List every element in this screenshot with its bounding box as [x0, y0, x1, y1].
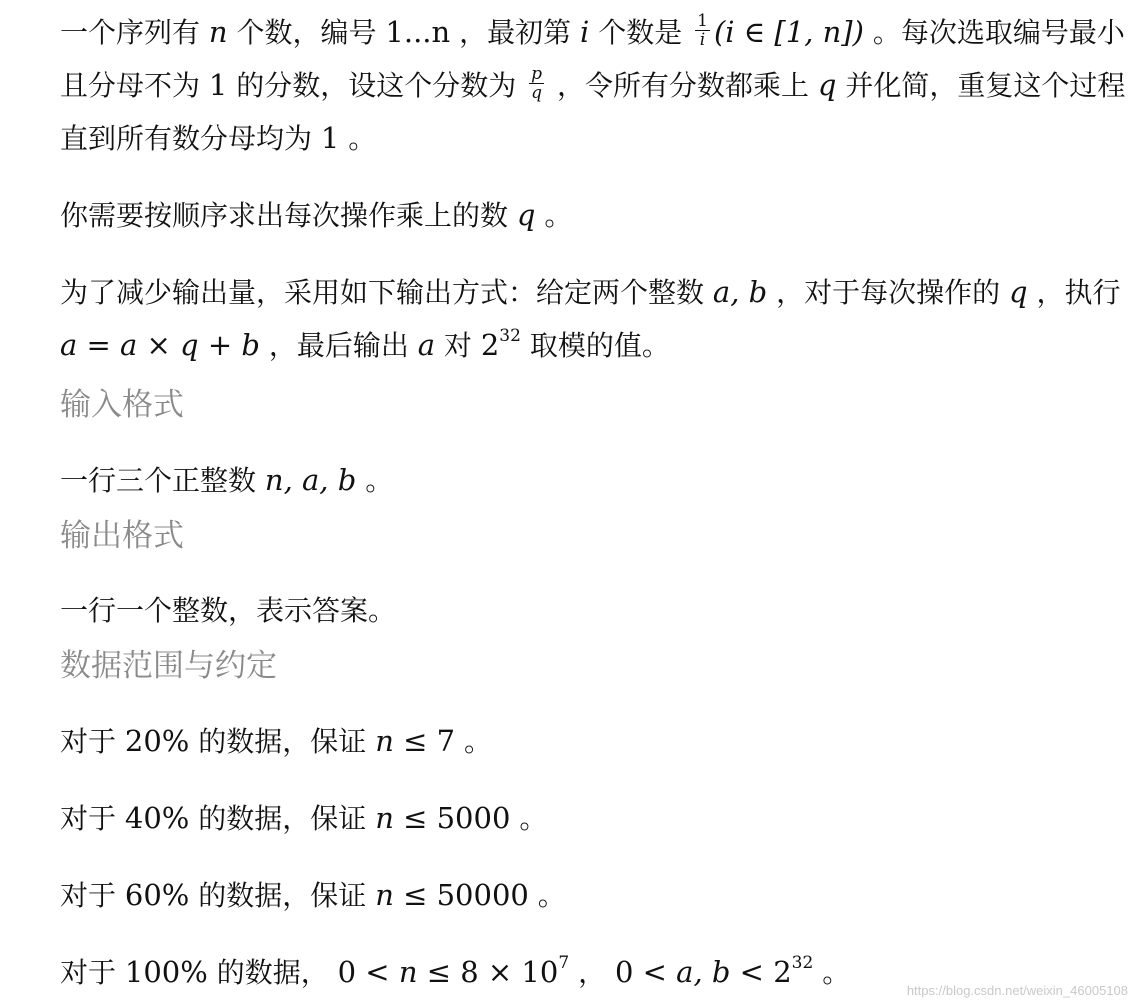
math-n-a-b: n, a, b	[264, 463, 357, 497]
math-one: 1	[320, 121, 340, 155]
range-item: 对于 60% 的数据，保证 n ≤ 50000 。	[60, 878, 566, 912]
math-n: n	[208, 15, 228, 49]
constraint: ≤ 5000	[393, 801, 511, 835]
percent: 100%	[124, 955, 208, 989]
range-item: 对于 20% 的数据，保证 n ≤ 7 。	[60, 724, 492, 758]
math-q: q	[1009, 275, 1028, 309]
percent: 20%	[124, 724, 190, 758]
heading-data-range: 数据范围与约定	[60, 648, 277, 684]
fraction-1-over-i: $\frac{1}{i}$	[697, 10, 708, 50]
constraint: ≤ 7	[393, 724, 456, 758]
range-item: 对于 40% 的数据，保证 n ≤ 5000 。	[60, 801, 548, 835]
math-q: q	[817, 68, 837, 102]
math-i: i	[580, 15, 590, 49]
range-item: 对于 100% 的数据， $0 < n \le 8 \times 10^7$ ， 0 < a, $b < 2^{32}$ 。	[60, 953, 851, 989]
fraction-p-over-q: $\frac{p}{q}$	[531, 63, 543, 103]
math-q: q	[516, 198, 536, 232]
paragraph-input-format: 一行三个正整数 n, a, b 。	[60, 463, 394, 497]
heading-input-format: 输入格式	[60, 387, 184, 423]
percent: 60%	[124, 878, 190, 912]
paragraph-output-method: 为了减少输出量，采用如下输出方式：给定两个整数 a, b ，对于每次操作的 q ，执行 a = a × q + b ，最后输出 a 对 $2^{32}$ 取模的值。	[60, 275, 1121, 362]
heading-output-format: 输出格式	[60, 518, 184, 554]
paragraph-output-format: 一行一个整数，表示答案。	[60, 594, 397, 627]
math-one: 1	[208, 68, 228, 102]
math-update-formula: a = a × q + b	[60, 328, 260, 362]
paragraph-description: 一个序列有 n 个数，编号 1...n ，最初第 i 个数是 $\frac{1}{i}$ (i ∈ [1, n]) 。每次选取编号最小且分母不为 1 的分数，设这个分数为 $\frac{p}{q}$ ，令所有分数都乘上 q 并化简，重复这个过程直到所有数分母均为 1 。	[60, 10, 1126, 155]
watermark: https://blog.csdn.net/weixin_46005108	[906, 983, 1128, 998]
math-i-domain: (i ∈ [1, n])	[713, 15, 864, 49]
math-range: 1...n	[385, 15, 451, 49]
percent: 40%	[124, 801, 190, 835]
math-a: a	[417, 328, 436, 362]
problem-statement	[60, 6, 1135, 1003]
constraint: ≤ 50000	[393, 878, 529, 912]
math-a-b: a, b	[712, 275, 768, 309]
math-two-pow-32: $2^{32}$	[480, 326, 521, 362]
paragraph-task: 你需要按顺序求出每次操作乘上的数 q 。	[60, 198, 573, 232]
